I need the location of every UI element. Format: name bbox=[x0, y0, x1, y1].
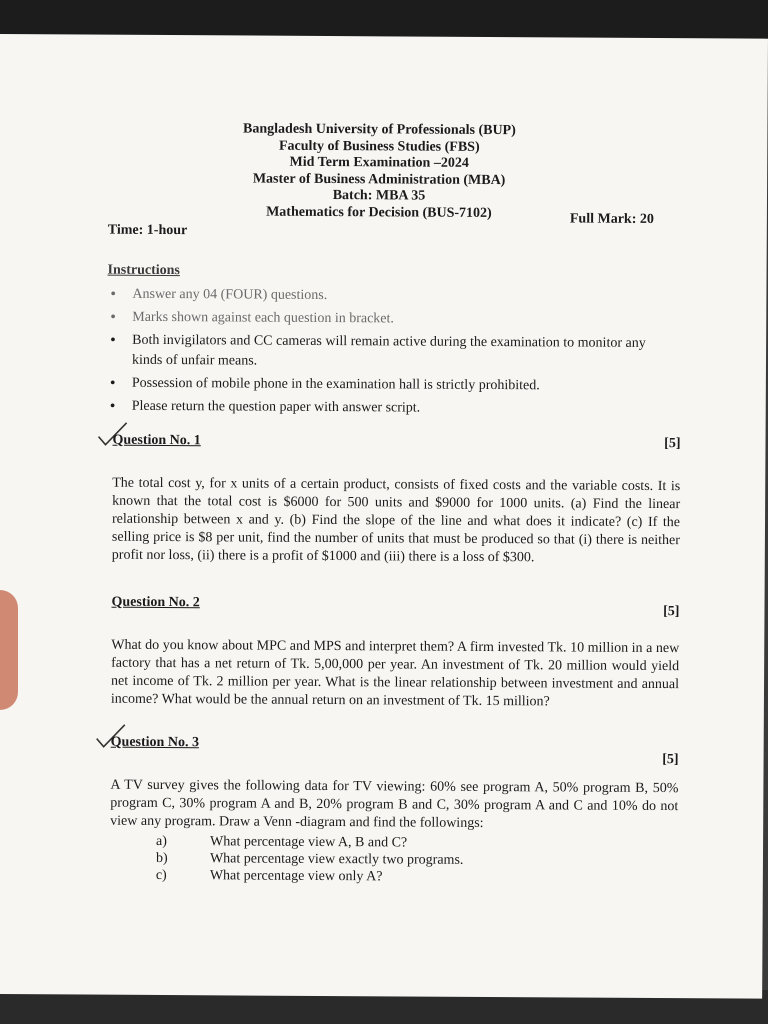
question-title: Question No. 3 bbox=[110, 734, 200, 751]
instruction-item: • Answer any 04 (FOUR) questions. bbox=[110, 285, 670, 308]
question-marks: [5] bbox=[662, 752, 679, 768]
exam-name: Mid Term Examination –2024 bbox=[289, 154, 469, 171]
exam-paper bbox=[0, 34, 768, 999]
instruction-item: • Please return the question paper with answer script. bbox=[110, 397, 670, 420]
finger-shadow bbox=[0, 590, 18, 710]
batch: Batch: MBA 35 bbox=[332, 188, 426, 204]
question-2 bbox=[111, 595, 680, 712]
question-1 bbox=[112, 433, 681, 568]
question-marks: [5] bbox=[664, 436, 681, 452]
question-text: A TV survey gives the following data for TV viewing: 60% see program A, 50% program B, 50% program C, 30% program A and B, 20% program B and C, 30% program A and C and 10% do not view any program. Draw a Venn -diagram and find the followings: bbox=[110, 777, 679, 831]
sub-question-list bbox=[156, 833, 678, 887]
program-name: Master of Business Administration (MBA) bbox=[252, 171, 506, 188]
exam-time: Time: 1-hour bbox=[107, 222, 188, 239]
sub-question-label: a) bbox=[156, 833, 168, 850]
instructions-heading: Instructions bbox=[107, 262, 180, 279]
course-name: Mathematics for Decision (BUS-7102) bbox=[266, 204, 492, 221]
faculty-name: Faculty of Business Studies (FBS) bbox=[278, 138, 480, 155]
question-header bbox=[110, 734, 679, 768]
sub-question bbox=[156, 867, 678, 887]
question-text: What do you know about MPC and MPS and interpret them? A firm invested Tk. 10 million in a new factory that has a net return of Tk. 5,00,000 per year. An investment of Tk. 20 million would yield net income of Tk. 2 million per year. What is the linear relationship between investment and annual income? What would be the annual return on an investment of Tk. 15 million? bbox=[110, 637, 680, 710]
question-title: Question No. 2 bbox=[111, 594, 200, 611]
exam-header bbox=[179, 121, 580, 222]
sub-question-text: What percentage view A, B and C? bbox=[210, 834, 408, 851]
instructions-list bbox=[110, 285, 671, 423]
instruction-item: • Marks shown against each question in bracket. bbox=[110, 308, 670, 331]
sub-question-text: What percentage view only A? bbox=[209, 868, 383, 885]
question-3 bbox=[110, 735, 679, 887]
instruction-item: • Possession of mobile phone in the examination hall is strictly prohibited. bbox=[110, 374, 670, 397]
question-marks: [5] bbox=[663, 604, 680, 620]
instruction-item: • Both invigilators and CC cameras will remain active during the examination to monitor any kinds of unfair means. bbox=[110, 331, 670, 374]
sub-question-label: c) bbox=[155, 867, 167, 884]
question-title: Question No. 1 bbox=[112, 432, 201, 449]
full-mark: Full Mark: 20 bbox=[569, 211, 654, 227]
question-header bbox=[112, 433, 680, 456]
university-name: Bangladesh University of Professionals (BUP) bbox=[243, 121, 516, 139]
sub-question-label: b) bbox=[155, 850, 168, 867]
question-header bbox=[111, 595, 679, 618]
sub-question-text: What percentage view exactly two programs. bbox=[209, 851, 464, 868]
question-text: The total cost y, for x units of a certain product, consists of fixed costs and the variable costs. It is known that the total cost is $6000 for 500 units and $9000 for 1000 units. (a) Find the linear relationship between x and y. (b) Find the slope of the line and what does it indicate? (c) If the selling price is $8 per unit, find the number of units that must be produced so that (i) there is neither profit nor loss, (ii) there is a profit of $1000 and (iii) there is a loss of $300. bbox=[111, 475, 681, 566]
